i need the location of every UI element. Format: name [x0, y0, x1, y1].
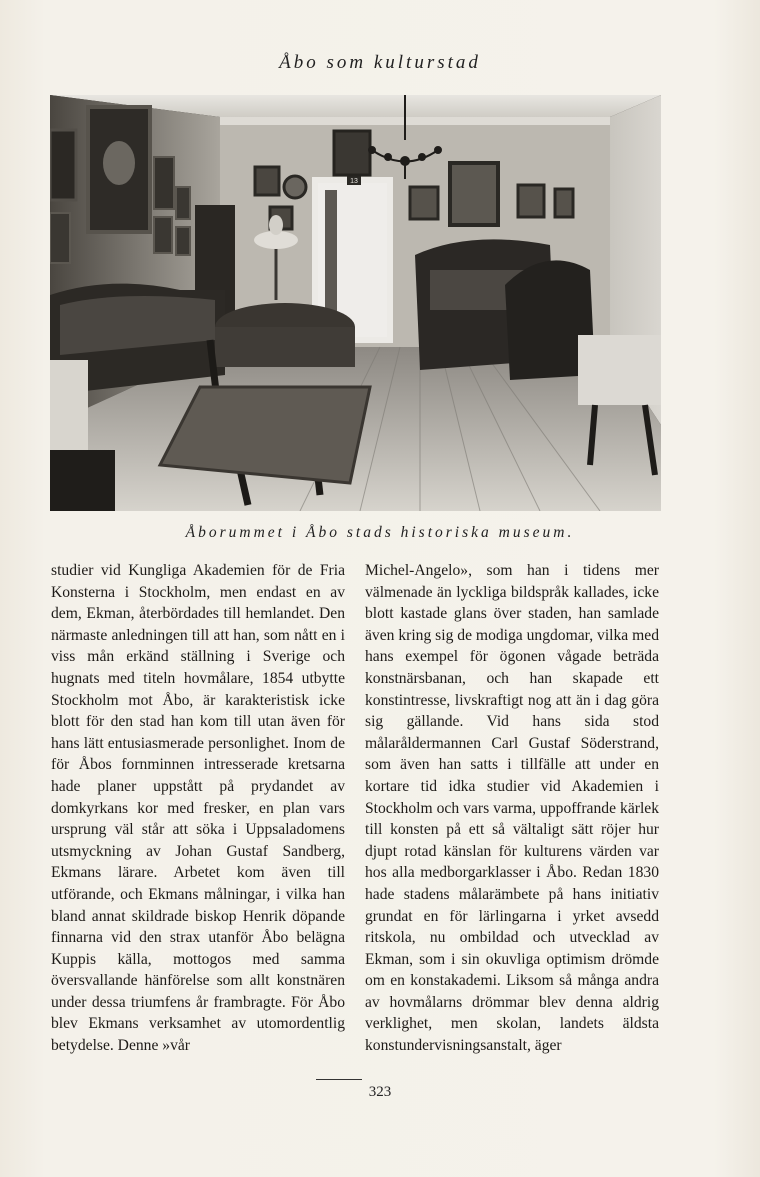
right-table-cloth	[578, 335, 661, 405]
photo-caption: Åborummet i Åbo stads historiska museum.	[185, 524, 575, 541]
back-wall-painting-4	[410, 187, 438, 219]
portrait-figure	[103, 141, 135, 185]
table-cloth	[215, 327, 355, 367]
small-painting-1	[154, 157, 174, 209]
back-wall-painting-6	[518, 185, 544, 217]
oval-portrait	[284, 176, 306, 198]
patterned-rug	[160, 387, 370, 483]
small-painting-4	[176, 227, 190, 255]
painting-left-edge	[50, 130, 76, 200]
back-wall-painting-2	[334, 131, 370, 175]
running-head: Åbo som kulturstad	[279, 52, 481, 73]
door-number: 13	[350, 178, 358, 185]
left-table-cloth	[50, 360, 88, 450]
right-text-column	[365, 560, 659, 1057]
right-column-paragraph: Michel-Angelo», som han i tidens mer välmenade än lyckliga bildspråk kallades, icke blott kastade glans över staden, han samlade även kring sig de modiga ungdomar, vilka med hans exempel för ögonen vågade beträda konstnärsbanan, och han skapade ett konstintresse, livskraftigt nog att än i dag göra sig gällande. Vid hans sida stod målaråldermannen Carl Gustaf Söderstrand, som även han satts i tillfälle att under en kortare tid idka studier vid Akademien i Stockholm och vars varma, uppoffrande kärlek till konsten på ett så vältaligt sätt röjer hur djupt rotad känslan för kulturens värden var hos alla medborgarklasser i Åbo. Redan 1830 hade stadens målarämbete på hans initiativ grundat en för lärlingarna i yrket avsedd ritskola, nu ombildad och utvecklad av Ekman, som i sin okuvliga optimism drömde om en konstakademi. Liksom så många andra av hovmålarns drömmar blev denna aldrig verklighet, men skolan, landets äldsta konstundervisningsanstalt, äger	[365, 562, 659, 1055]
back-wall-painting-1	[255, 167, 279, 195]
back-wall-painting-7	[555, 189, 573, 217]
foreground-chair	[50, 450, 115, 511]
back-wall-painting-5	[450, 163, 498, 225]
small-painting-5	[50, 213, 70, 263]
cornice	[220, 117, 610, 125]
left-column-paragraph: studier vid Kungliga Akademien för de Fria Konsterna i Stockholm, men endast en av dem, Ekman, återbördades till hemlandet. Den närmaste anledningen till att han, som nått en i viss mån erkänd ställning i Sverige och hugnats med titeln hovmålare, 1854 utbytte Stockholm mot Åbo, är karakteristisk icke blott för den stad han kom till utan även för hans lätt entusiasmerade personlighet. Inom de för Åbos fornminnen intresserade kretsarna hade planer uppstått på prydandet av domkyrkans kor med fresker, en plan vars ursprung väl står att söka i Uppsaladomens utsmyckning av Johan Gustaf Sandberg, Ekmans lärare. Arbetet kom även till utförande, och Ekmans målningar, i vilka han bland annat skildrade biskop Henrik döpande finnarna vid den strax utanför Åbo belägna Kuppis källa, mottogos med samma översvallande hänförelse som allt konstnären under dessa triumfens år frambragte. För Åbo blev Ekmans verksamhet av utomordentlig betydelse. Denne »vår	[51, 562, 345, 1055]
museum-room-photograph	[50, 95, 661, 511]
small-painting-3	[154, 217, 172, 253]
page-number-rule	[316, 1079, 362, 1080]
left-text-column	[51, 560, 345, 1057]
small-painting-2	[176, 187, 190, 219]
page-number: 323	[368, 1084, 392, 1100]
